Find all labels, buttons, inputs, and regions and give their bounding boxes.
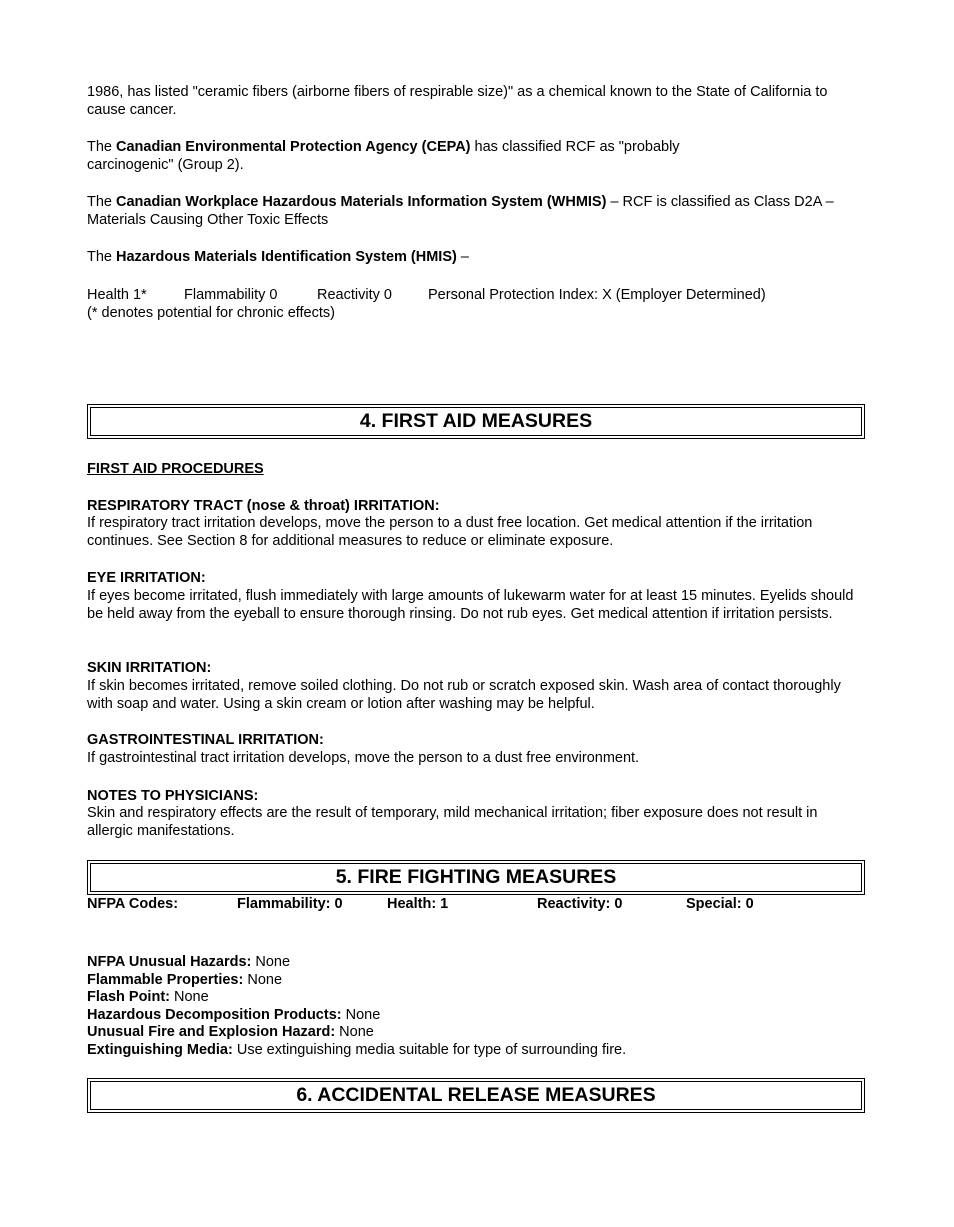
section-6-banner xyxy=(87,1078,865,1113)
cepa-pre: The xyxy=(87,139,117,155)
nfpa-codes-row xyxy=(87,895,865,913)
eye-text: If eyes become irritated, flush immediately with large amounts of lukewarm water for at least 15 minutes. Eyelids should be held away from the eyeball to ensure thorough rinsing. Do not rub eyes. Get medical attention if irritation persists. xyxy=(87,588,854,622)
prop-decomposition: Hazardous Decomposition Products: None xyxy=(87,1006,381,1023)
hmis-reactivity: Reactivity 0 xyxy=(317,287,392,303)
gi-text: If gastrointestinal tract irritation develops, move the person to a dust free environment. xyxy=(87,750,640,766)
prop-unusual-hazards: NFPA Unusual Hazards: None xyxy=(87,954,291,970)
respiratory-heading: RESPIRATORY TRACT (nose & throat) IRRITATION: xyxy=(87,498,440,514)
notes-text: Skin and respiratory effects are the result of temporary, mild mechanical irritation; fiber exposure does not result in allergic manifestations. xyxy=(87,805,818,839)
hmis-flammability: Flammability 0 xyxy=(184,287,278,303)
section-5-banner xyxy=(87,860,865,895)
hmis-pre: The xyxy=(87,249,117,265)
fire-properties xyxy=(87,954,865,1059)
nfpa-health: Health: 1 xyxy=(387,896,449,912)
whmis-pre: The xyxy=(87,194,117,210)
section-5-title: 5. FIRE FIGHTING MEASURES xyxy=(90,863,862,892)
prop-flash-point: Flash Point: None xyxy=(87,989,209,1005)
hmis-note: (* denotes potential for chronic effects) xyxy=(87,305,335,321)
cepa-post: has classified RCF as "probably xyxy=(470,139,680,155)
whmis-system: Canadian Workplace Hazardous Materials Information System (WHMIS) xyxy=(116,194,607,210)
nfpa-special: Special: 0 xyxy=(686,896,754,912)
nfpa-reactivity: Reactivity: 0 xyxy=(537,896,623,912)
section-4-banner xyxy=(87,404,865,439)
skin-text: If skin becomes irritated, remove soiled clothing. Do not rub or scratch exposed skin. Wash area of contact thoroughly with soap and water. Using a skin cream or lotion after washing may be helpful. xyxy=(87,678,841,712)
notes-heading: NOTES TO PHYSICIANS: xyxy=(87,788,259,804)
nfpa-codes-label: NFPA Codes: xyxy=(87,896,179,912)
whmis-paragraph xyxy=(87,194,865,229)
hmis-ratings xyxy=(87,286,865,304)
respiratory-text: If respiratory tract irritation develops, move the person to a dust free location. Get medical attention if the irritation continues. See Section 8 for additional measures to reduce or eliminate exposure. xyxy=(87,515,813,549)
hmis-ppi: Personal Protection Index: X (Employer Determined) xyxy=(428,287,766,303)
skin-heading: SKIN IRRITATION: xyxy=(87,660,212,676)
cepa-agency: Canadian Environmental Protection Agency (CEPA) xyxy=(116,139,471,155)
prop-flammable: Flammable Properties: None xyxy=(87,971,283,988)
first-aid-procedures-heading: FIRST AID PROCEDURES xyxy=(87,461,264,477)
cepa-paragraph xyxy=(87,139,865,174)
eye-heading: EYE IRRITATION: xyxy=(87,570,206,586)
hmis-health: Health 1* xyxy=(87,287,147,303)
prop-extinguishing-media: Extinguishing Media: Use extinguishing media suitable for type of surrounding fire. xyxy=(87,1041,627,1058)
gi-heading: GASTROINTESTINAL IRRITATION: xyxy=(87,732,324,748)
whmis-post: – RCF is classified as Class D2A – Materials Causing Other Toxic Effects xyxy=(87,194,834,228)
prop-fire-explosion: Unusual Fire and Explosion Hazard: None xyxy=(87,1024,374,1040)
hmis-paragraph xyxy=(87,249,865,267)
hmis-post: – xyxy=(456,249,469,265)
nfpa-flammability: Flammability: 0 xyxy=(237,896,343,912)
section-4-title: 4. FIRST AID MEASURES xyxy=(90,407,862,436)
cepa-line2: carcinogenic" (Group 2). xyxy=(87,156,244,173)
hmis-system: Hazardous Materials Identification System (HMIS) xyxy=(116,249,457,265)
california-paragraph: 1986, has listed "ceramic fibers (airborne fibers of respirable size)" as a chemical known to the State of California to cause cancer. xyxy=(87,84,828,118)
section-6-title: 6. ACCIDENTAL RELEASE MEASURES xyxy=(90,1081,862,1110)
